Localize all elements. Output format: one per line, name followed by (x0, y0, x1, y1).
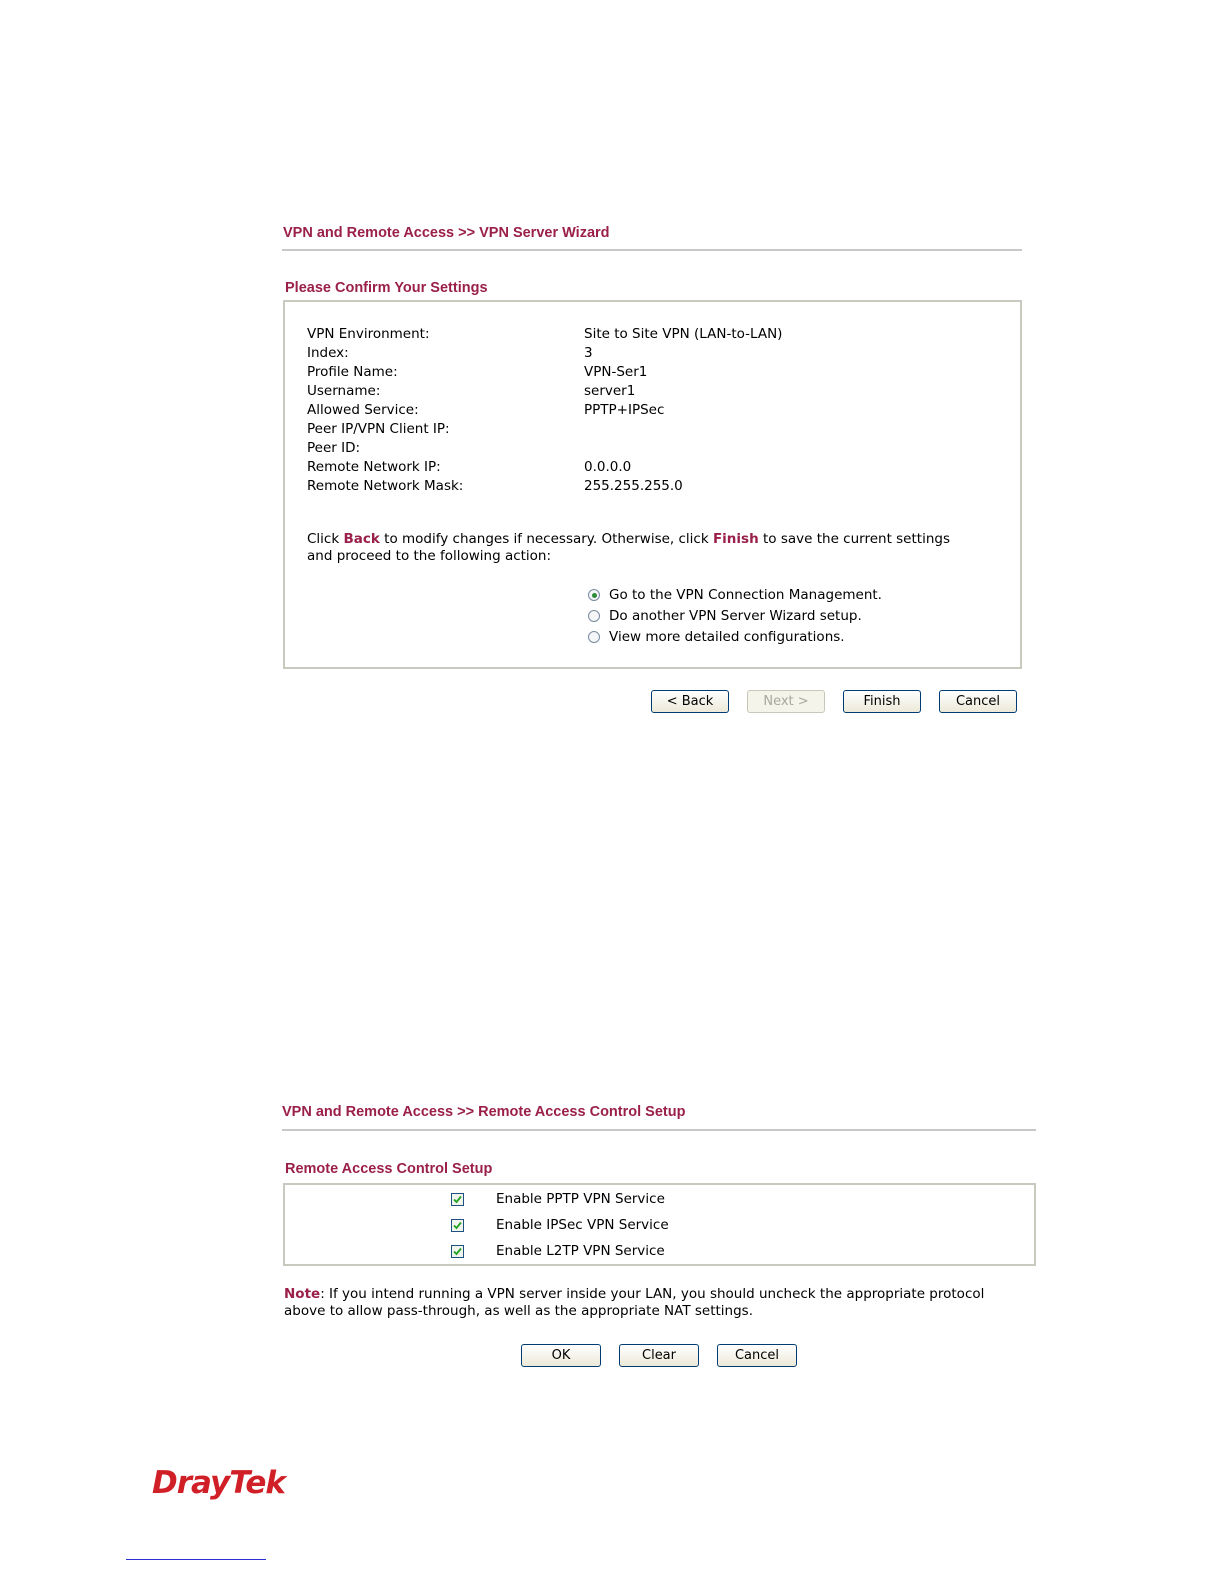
instruction-back-word: Back (343, 531, 380, 547)
action-option-another-wizard[interactable] (588, 608, 862, 624)
setting-label: VPN Environment: (307, 326, 430, 342)
service-label: Enable PPTP VPN Service (496, 1191, 665, 1207)
wizard-header-divider (282, 249, 1022, 251)
note-line1: : If you intend running a VPN server inside your LAN, you should uncheck the appropriate protocol (320, 1286, 985, 1302)
instruction-text (307, 531, 950, 565)
setting-label: Remote Network Mask: (307, 478, 464, 494)
checkbox-checked-icon[interactable] (451, 1219, 464, 1232)
wizard-breadcrumb: VPN and Remote Access >> VPN Server Wizard (283, 225, 610, 241)
setting-value: 0.0.0.0 (584, 459, 632, 475)
setting-label: Username: (307, 383, 381, 399)
service-label: Enable L2TP VPN Service (496, 1243, 665, 1259)
instruction-line2: and proceed to the following action: (307, 548, 552, 564)
ok-button[interactable]: OK (521, 1344, 601, 1367)
checkbox-checked-icon[interactable] (451, 1193, 464, 1206)
confirm-settings-panel (283, 300, 1022, 669)
action-label: Go to the VPN Connection Management. (609, 587, 882, 603)
setting-value: 255.255.255.0 (584, 478, 683, 494)
instruction-part3: to save the current settings (758, 531, 950, 547)
setting-label: Allowed Service: (307, 402, 419, 418)
note-line2: above to allow pass-through, as well as the appropriate NAT settings. (284, 1303, 753, 1319)
draytek-logo: DrayTek (152, 1465, 285, 1501)
note-label: Note (284, 1286, 321, 1302)
remote-access-panel (283, 1183, 1036, 1266)
remote-access-header-divider (282, 1129, 1036, 1131)
clear-button[interactable]: Clear (619, 1344, 699, 1367)
setting-value: PPTP+IPSec (584, 402, 665, 418)
setting-value: Site to Site VPN (LAN-to-LAN) (584, 326, 783, 342)
radio-unselected-icon[interactable] (588, 610, 600, 622)
remote-access-breadcrumb: VPN and Remote Access >> Remote Access Control Setup (282, 1104, 686, 1120)
action-option-connection-management[interactable] (588, 587, 882, 603)
wizard-section-title: Please Confirm Your Settings (285, 280, 488, 296)
service-label: Enable IPSec VPN Service (496, 1217, 669, 1233)
action-option-detailed-config[interactable] (588, 629, 845, 645)
action-label: Do another VPN Server Wizard setup. (609, 608, 862, 624)
setting-label: Profile Name: (307, 364, 398, 380)
instruction-finish-word: Finish (712, 531, 759, 547)
footer-divider (126, 1559, 266, 1560)
remote-access-cancel-button[interactable]: Cancel (717, 1344, 797, 1367)
remote-access-section-title: Remote Access Control Setup (285, 1161, 493, 1177)
setting-value: 3 (584, 345, 593, 361)
finish-button[interactable]: Finish (843, 690, 921, 713)
setting-value: VPN-Ser1 (584, 364, 648, 380)
wizard-cancel-button[interactable]: Cancel (939, 690, 1017, 713)
radio-selected-icon[interactable] (588, 589, 600, 601)
setting-label: Index: (307, 345, 349, 361)
next-button: Next > (747, 690, 825, 713)
action-label: View more detailed configurations. (609, 629, 845, 645)
setting-label: Remote Network IP: (307, 459, 441, 475)
checkbox-checked-icon[interactable] (451, 1245, 464, 1258)
instruction-part1: Click (307, 531, 344, 547)
setting-value: server1 (584, 383, 636, 399)
radio-unselected-icon[interactable] (588, 631, 600, 643)
back-button[interactable]: < Back (651, 690, 729, 713)
note-text (284, 1286, 984, 1320)
setting-label: Peer IP/VPN Client IP: (307, 421, 450, 437)
setting-label: Peer ID: (307, 440, 361, 456)
instruction-part2: to modify changes if necessary. Otherwise, click (379, 531, 713, 547)
